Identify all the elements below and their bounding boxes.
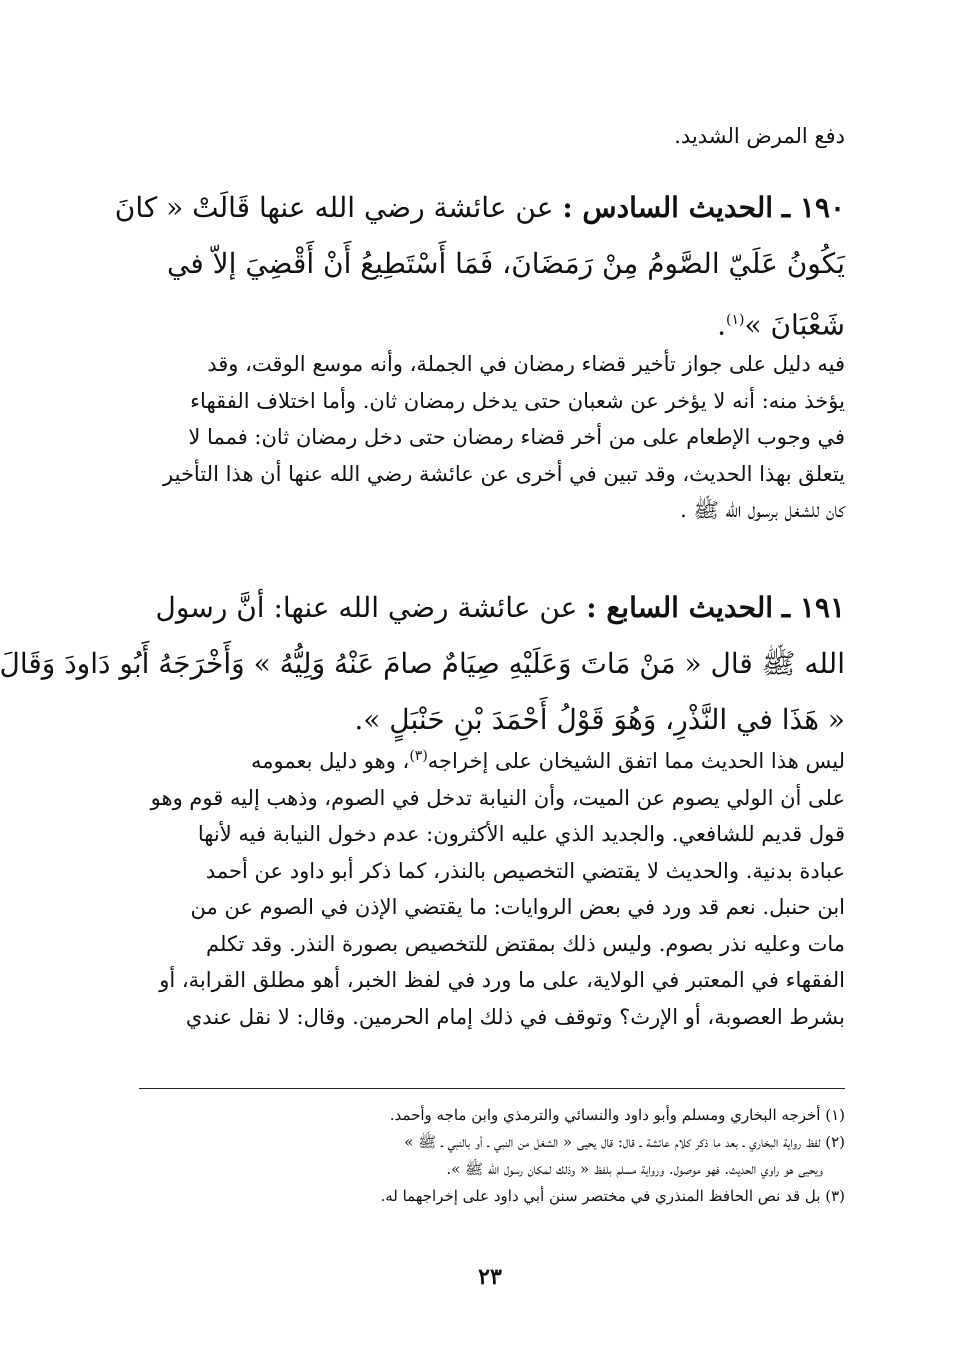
footnotes (139, 1102, 845, 1210)
footnote-divider (139, 1088, 845, 1089)
commentary-190 (139, 346, 845, 529)
commentary-191-line-3: قول قديم للشافعي. والجديد الذي عليه الأكثرون: عدم دخول النيابة فيه لأنها (197, 822, 845, 846)
commentary-190-line-3: في وجوب الإطعام على من أخر قضاء رمضان حتى دخل رمضان ثان: فمما لا (188, 425, 845, 449)
commentary-190-line-2: يؤخذ منه: أنه لا يؤخر عن شعبان حتى يدخل رمضان ثان. وأما اختلاف الفقهاء (190, 388, 845, 413)
commentary-191-text-1a: ليس هذا الحديث مما اتفق الشيخان على إخراجه (427, 749, 845, 773)
commentary-191-line-4: عبادة بدنية. والحديث لا يقتضي التخصيص بالنذر، كما ذكر أبو داود عن أحمد (205, 858, 845, 883)
commentary-191-line-1 (139, 738, 845, 780)
footnote-1-text: أخرجه البخاري ومسلم وأبو داود والنسائي والترمذي وابن ماجه وأحمد. (389, 1106, 821, 1124)
footnote-3 (139, 1183, 845, 1210)
hadith-191-number: ١٩١ ـ (781, 591, 845, 624)
hadith-190-heading: الحديث السادس : (562, 191, 774, 224)
commentary-190-line-5: كان للشغل برسول الله ﷺ . (680, 498, 845, 522)
hadith-190-text-3: شَعْبَانَ » (744, 308, 845, 342)
continuation-text: دفع المرض الشديد. (674, 124, 845, 148)
hadith-191-line-3: « هَذَا في النَّذْرِ، وَهُوَ قَوْلُ أَحْمَدَ بْنِ حَنْبَلٍ ». (354, 703, 845, 736)
hadith-190-line-1 (114, 180, 845, 236)
commentary-191-line-8: بشرط العصوبة، أو الإرث؟ وتوقف في ذلك إمام الحرمين. وقال: لا نقل عندي (185, 1004, 845, 1029)
commentary-191-line-5: ابن حنبل. نعم قد ورد في بعض الروايات: ما يقتضي الإذن في الصوم عن من (190, 895, 845, 919)
hadith-191 (0, 580, 845, 748)
hadith-190-line-3 (139, 292, 845, 353)
hadith-190-end: . (717, 308, 726, 342)
hadith-191-text-1: عن عائشة رضي الله عنها: أنَّ رسول (155, 591, 578, 624)
footnote-1-marker: (١) (825, 1106, 845, 1124)
footnote-2-continuation: ويحيى هو راوي الحديث. فهو موصول. ورواية مسلم بلفظ « وذلك لمكان رسول الله ﷺ ». (446, 1160, 823, 1178)
commentary-191-line-2: على أن الولي يصوم عن الميت، وأن النيابة تدخل في الصوم، وذهب إليه قوم وهو (150, 785, 845, 810)
footnote-2 (139, 1129, 845, 1156)
page-number: ٢٣ (478, 1264, 502, 1290)
commentary-191-line-7: الفقهاء في المعتبر في الولاية، على ما ورد في لفظ الخبر، أهو مطلق القرابة، أو (159, 968, 845, 992)
footnote-2-text: لفظ رواية البخاري ـ بعد ما ذكر كلام عائشة ـ قال: قال يحيى « الشغل من النبي ـ أو بالنبي ـ ﷺ » (404, 1133, 821, 1151)
hadith-190 (114, 180, 845, 353)
commentary-191-text-1b: ، وهو دليل بعمومه (250, 749, 410, 773)
footnote-ref-3[interactable]: (٣) (409, 748, 428, 764)
footnote-1 (139, 1102, 845, 1129)
footnote-3-text: بل قد نص الحافظ المنذري في مختصر سنن أبي داود على إخراجهما له. (380, 1187, 821, 1205)
footnote-2-marker: (٢) (825, 1133, 845, 1151)
hadith-190-number: ١٩٠ ـ (781, 191, 845, 224)
commentary-190-line-4: يتعلق بهذا الحديث، وقد تبين في أخرى عن عائشة رضي الله عنها أن هذا التأخير (163, 461, 845, 486)
hadith-191-line-2: الله ﷺ قال « مَنْ مَاتَ وَعَلَيْهِ صِيَامٌ صامَ عَنْهُ وَلِيُّهُ » وَأَخْرَجَهُ أَبُو دَاودَ وَقَالَ (0, 647, 845, 680)
hadith-190-text-1: عن عائشة رضي الله عنها قَالَتْ « كانَ (114, 191, 554, 224)
commentary-190-line-1: فيه دليل على جواز تأخير قضاء رمضان في الجملة، وأنه موسع الوقت، وقد (207, 352, 845, 376)
hadith-191-line-1 (139, 580, 845, 636)
continuation-line (139, 118, 845, 154)
footnote-ref-1[interactable]: (١) (725, 312, 745, 328)
hadith-190-line-2: يَكُونُ عَلَيّ الصَّومُ مِنْ رَمَضَانَ، فَمَا أَسْتَطِيعُ أَنْ أَقْضِيَ إلاّ في (167, 247, 845, 280)
hadith-191-heading: الحديث السابع : (586, 591, 774, 624)
footnote-3-marker: (٣) (825, 1187, 845, 1205)
commentary-191 (139, 738, 845, 1035)
commentary-191-line-6: مات وعليه نذر بصوم. وليس ذلك بمقتض للتخصيص بصورة النذر. وقد تكلم (206, 931, 845, 956)
